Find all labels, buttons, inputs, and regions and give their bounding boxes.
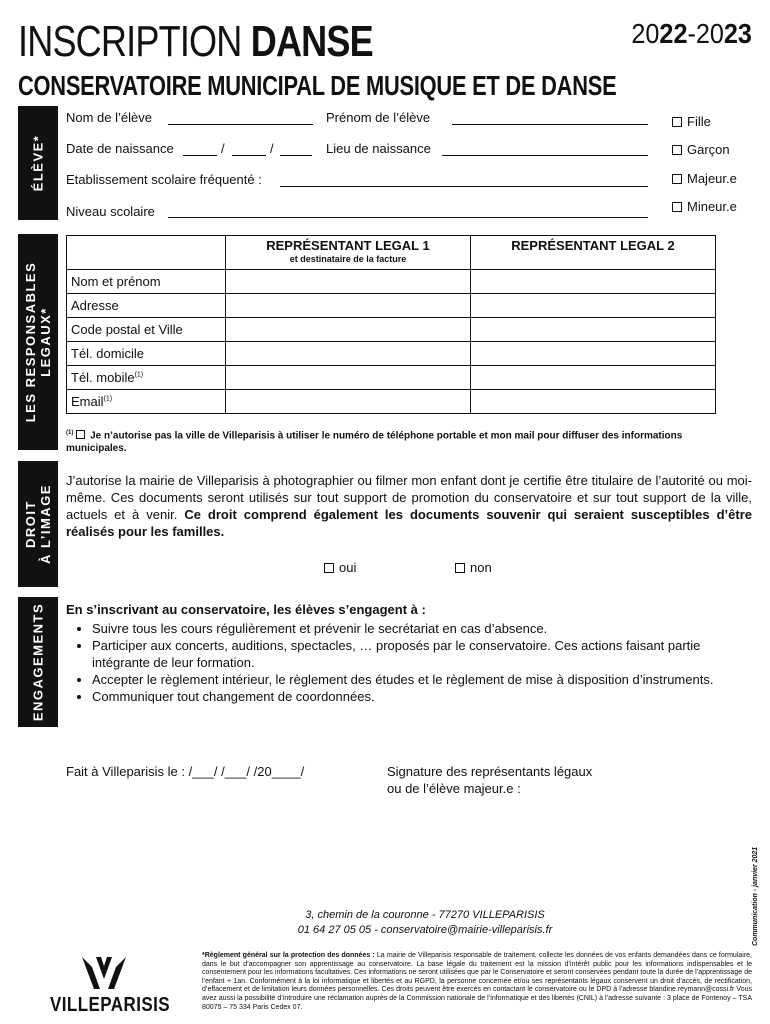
school-year: 2022-2023 [631,18,752,49]
checkbox-icon [76,430,85,439]
page-title: INSCRIPTION DANSE [18,17,373,66]
list-item: • Accepter le règlement intérieur, le règlement des études et le règlement de mise à disposition d’instruments. [92,671,752,688]
list-item: • Suivre tous les cours régulièrement et prévenir le secrétariat en cas d’absence. [92,620,752,637]
rep2-adresse-cell[interactable] [471,294,716,318]
signature-label-1: Signature des représentants légaux [387,764,593,779]
checkbox-mineur[interactable]: Mineur.e [672,199,737,214]
rep2-cp-cell[interactable] [471,318,716,342]
prenom-eleve-field[interactable] [452,124,648,125]
section-tab-responsables: LES RESPONSABLES LEGAUX* [18,234,58,450]
col-representant-2: REPRÉSENTANT LEGAL 2 [471,236,716,270]
droit-image-text: J’autorise la mairie de Villeparisis à photographier ou filmer mon enfant dont je certifie être titulaire de l’autorité ou moi-même. Ces documents seront utilisés sur tout support de promotion du conservatoire et sur tout support de la ville, actuels et à venir. Ce droit comprend également les documents souvenir qui seraient susceptibles d’être réalisés pour les familles. [66,473,752,539]
birth-month-field[interactable] [232,155,266,156]
niveau-label: Niveau scolaire [66,204,155,219]
row-label-cp-ville: Code postal et Ville [67,318,226,342]
checkbox-icon [672,202,682,212]
etablissement-label: Etablissement scolaire fréquenté : [66,172,262,187]
list-item: • Participer aux concerts, auditions, spectacles, … proposés par le conservatoire. Ces actions faisant partie intégrante de leur formation. [92,637,752,671]
section-tab-droit-image: DROIT À L’IMAGE [18,461,58,587]
rep2-email-cell[interactable] [471,390,716,414]
fait-a-field[interactable]: Fait à Villeparisis le : /___/ /___/ /20____/ [66,764,305,779]
checkbox-icon [455,563,465,573]
rep1-tel-mob-cell[interactable] [226,366,471,390]
footer-address: 3, chemin de la couronne - 77270 VILLEPARISIS 01 64 27 05 05 - conservatoire@mairie-villeparisis.fr [297,909,553,936]
checkbox-garcon[interactable]: Garçon [672,142,730,157]
rep1-cp-cell[interactable] [226,318,471,342]
responsables-table [66,235,716,414]
date-naissance-label: Date de naissance [66,141,174,156]
etablissement-field[interactable] [280,186,648,187]
checkbox-fille[interactable]: Fille [672,114,711,129]
rep1-tel-dom-cell[interactable] [226,342,471,366]
signature-label-2: ou de l’élève majeur.e : [387,781,521,796]
page-subtitle: CONSERVATOIRE MUNICIPAL DE MUSIQUE ET DE DANSE [18,70,617,101]
row-label-adresse: Adresse [67,294,226,318]
villeparisis-logo-icon [78,955,130,991]
phone-mail-optout[interactable]: $^{(1)}$ Je n’autorise pas la ville de Villeparisis à utiliser le numéro de téléphone portable et mon mail pour diffuser des informations municipales. [66,430,683,455]
nom-eleve-label: Nom de l’élève [66,110,152,125]
rep2-nom-cell[interactable] [471,270,716,294]
row-label-nom: Nom et prénom [67,270,226,294]
checkbox-icon [672,145,682,155]
rep1-nom-cell[interactable] [226,270,471,294]
rgpd-notice: *Règlement général sur la protection des données : La mairie de Villeparisis responsable de traitement, collecte les données de vos enfants demandées dans ce formulaire, dans le but d’accompagner son apprentissage au conservatoire. La base légale du traitement est la mission d’intérêt public pour les informations indispensables et le consentement pour les informations facultatives. Ces informations ne seront utilisées que par le Conservatoire et seront conservées pendant toute la durée de l’apprentissage de l’enfant + 1an. Conformément à la loi informatique et libertés et au RGPD, la personne concernée et/ou ses représentants légaux conservent un droit d’accès, de rectification, d’effacement et de limitation leurs données personnelles. Ces droits peuvent être exercés en contactant le conservatoire ou le DPD à l’adresse blandine.reymann@cossi.fr Vous avez aussi la possibilité d’introduire une réclamation auprès de la Commission nationale de l’informatique et des libertés (CNIL) à l’adresse suivante : 3 place de Fontenoy – TSA 80075 – 75 334 Paris Cedex 07. [202,952,752,1011]
prenom-eleve-label: Prénom de l’élève [326,110,431,125]
col-representant-1: REPRÉSENTANT LEGAL 1 et destinataire de la facture [226,236,471,270]
checkbox-icon [672,174,682,184]
row-label-email: Email$^{(1)}$ [67,390,226,414]
lieu-naissance-field[interactable] [442,155,648,156]
rep1-email-cell[interactable] [226,390,471,414]
section-tab-engagements: ENGAGEMENTS [18,597,58,727]
checkbox-majeur[interactable]: Majeur.e [672,171,737,186]
list-item: • Communiquer tout changement de coordonnées. [92,688,752,705]
engagements-title: En s’inscrivant au conservatoire, les élèves s’engagent à : [66,602,426,617]
villeparisis-logo-text: VILLEPARISIS [50,994,171,1016]
section-tab-eleve: ÉLÈVE* [18,106,58,220]
engagements-list [66,620,752,705]
checkbox-non[interactable]: non [455,560,492,575]
rep1-adresse-cell[interactable] [226,294,471,318]
birth-day-field[interactable] [183,155,217,156]
niveau-field[interactable] [168,217,648,218]
nom-eleve-field[interactable] [168,124,313,125]
checkbox-icon [672,117,682,127]
communication-date: Communication - janvier 2021 [752,846,759,946]
lieu-naissance-label: Lieu de naissance [326,141,431,156]
rep2-tel-dom-cell[interactable] [471,342,716,366]
checkbox-oui[interactable]: oui [324,560,356,575]
row-label-tel-domicile: Tél. domicile [67,342,226,366]
rep2-tel-mob-cell[interactable] [471,366,716,390]
birth-year-field[interactable] [280,155,312,156]
checkbox-icon [324,563,334,573]
row-label-tel-mobile: Tél. mobile$^{(1)}$ [67,366,226,390]
